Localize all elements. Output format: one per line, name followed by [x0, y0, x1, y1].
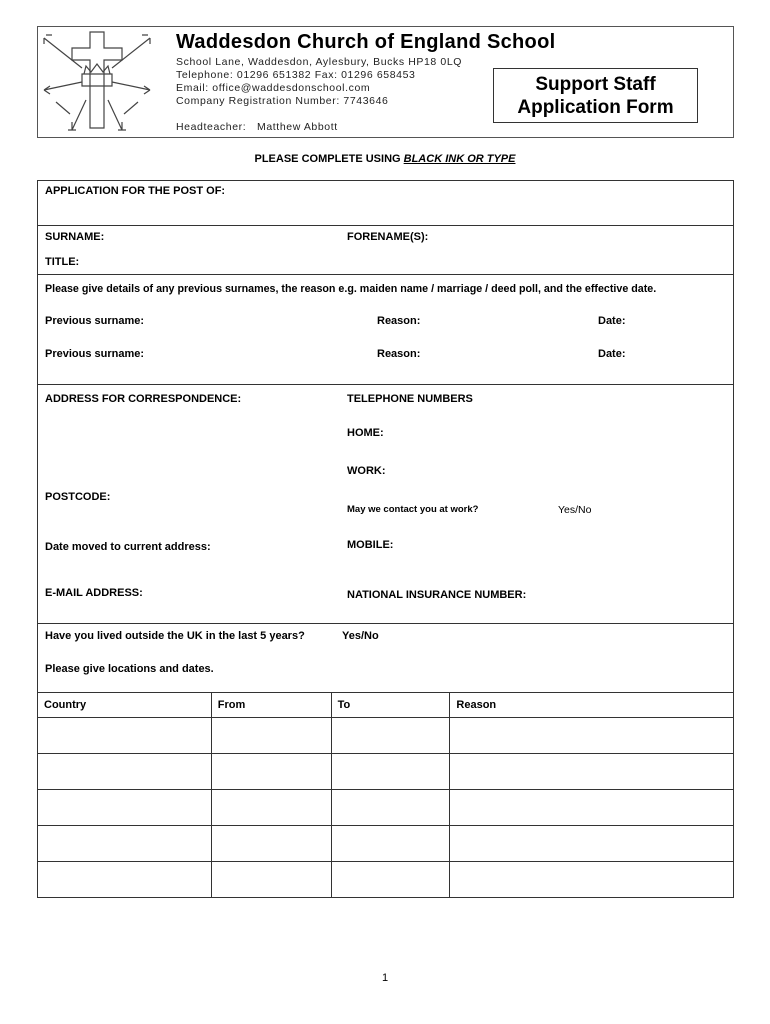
reason-label: Reason: [377, 348, 421, 360]
personal-section [37, 225, 734, 385]
date-moved-label: Date moved to current address: [45, 541, 211, 553]
previous-surnames-note: Please give details of any previous surnames, the reason e.g. maiden name / marriage / deed poll, and the effective date. [45, 283, 657, 295]
column-header-reason: Reason [450, 693, 734, 718]
school-email: Email: office@waddesdonschool.com [176, 82, 371, 94]
table-row [38, 862, 734, 898]
table-row [38, 826, 734, 862]
country-cell[interactable] [38, 790, 212, 826]
headteacher-name: Matthew Abbott [257, 121, 338, 133]
reason-cell[interactable] [450, 754, 734, 790]
work-phone-label: WORK: [347, 465, 386, 477]
school-name: Waddesdon Church of England School [176, 31, 556, 53]
surname-label: SURNAME: [45, 231, 105, 243]
form-title-line1: Support Staff [535, 74, 656, 95]
form-title-box [493, 68, 698, 123]
email-label: E-MAIL ADDRESS: [45, 587, 143, 599]
previous-surname-label: Previous surname: [45, 315, 145, 327]
telephone-numbers-label: TELEPHONE NUMBERS [347, 393, 473, 405]
table-row [38, 718, 734, 754]
reason-cell[interactable] [450, 826, 734, 862]
home-phone-label: HOME: [347, 427, 384, 439]
school-telephone: Telephone: 01296 651382 Fax: 01296 658453 [176, 69, 416, 81]
contact-at-work-question: May we contact you at work? [347, 504, 479, 515]
instruction-emphasis: BLACK INK OR TYPE [403, 153, 516, 165]
ni-number-label: NATIONAL INSURANCE NUMBER: [347, 589, 527, 601]
company-registration: Company Registration Number: 7743646 [176, 95, 389, 107]
headteacher-label: Headteacher: [176, 121, 247, 133]
mobile-label: MOBILE: [347, 539, 394, 551]
table-row [38, 790, 734, 826]
post-label: APPLICATION FOR THE POST OF: [45, 185, 226, 197]
from-cell[interactable] [211, 790, 331, 826]
address-label: ADDRESS FOR CORRESPONDENCE: [45, 393, 242, 405]
to-cell[interactable] [331, 754, 450, 790]
column-header-country: Country [38, 693, 212, 718]
country-cell[interactable] [38, 862, 212, 898]
reason-cell[interactable] [450, 862, 734, 898]
table-header-row [38, 693, 734, 718]
title-label: TITLE: [45, 256, 80, 268]
column-header-from: From [211, 693, 331, 718]
outside-uk-answer: Yes/No [342, 630, 379, 642]
completion-instruction [0, 153, 770, 165]
reason-cell[interactable] [450, 790, 734, 826]
locations-prompt: Please give locations and dates. [45, 663, 214, 675]
school-crest-logo [42, 30, 152, 134]
instruction-prefix: PLEASE COMPLETE USING [254, 153, 404, 165]
column-header-to: To [331, 693, 450, 718]
from-cell[interactable] [211, 862, 331, 898]
country-cell[interactable] [38, 754, 212, 790]
divider [37, 274, 734, 275]
date-label: Date: [598, 348, 626, 360]
contact-at-work-answer: Yes/No [558, 504, 592, 516]
to-cell[interactable] [331, 790, 450, 826]
from-cell[interactable] [211, 754, 331, 790]
table-row [38, 754, 734, 790]
form-title-line2: Application Form [517, 97, 674, 118]
to-cell[interactable] [331, 718, 450, 754]
to-cell[interactable] [331, 826, 450, 862]
from-cell[interactable] [211, 718, 331, 754]
reason-label: Reason: [377, 315, 421, 327]
to-cell[interactable] [331, 862, 450, 898]
previous-surname-label: Previous surname: [45, 348, 145, 360]
forenames-label: FORENAME(S): [347, 231, 429, 243]
overseas-table [37, 692, 734, 898]
date-label: Date: [598, 315, 626, 327]
postcode-label: POSTCODE: [45, 491, 111, 503]
page-number: 1 [381, 972, 389, 984]
outside-uk-question: Have you lived outside the UK in the last 5 years? [45, 630, 305, 642]
country-cell[interactable] [38, 826, 212, 862]
country-cell[interactable] [38, 718, 212, 754]
from-cell[interactable] [211, 826, 331, 862]
reason-cell[interactable] [450, 718, 734, 754]
school-address: School Lane, Waddesdon, Aylesbury, Bucks HP18 0LQ [176, 56, 463, 68]
